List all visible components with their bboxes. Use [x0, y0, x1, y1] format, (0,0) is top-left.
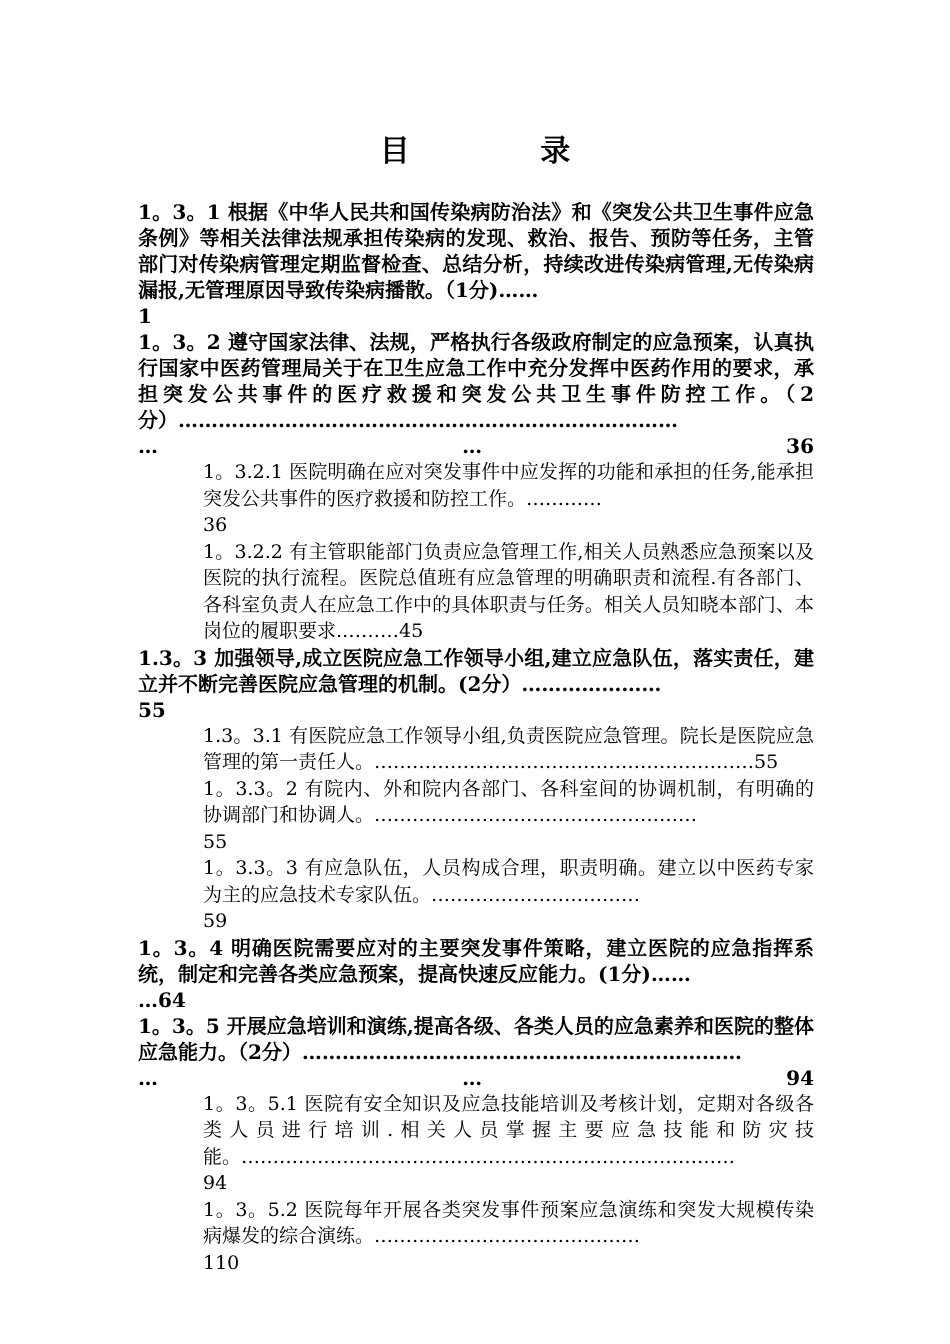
toc-entry-page: 36: [203, 514, 228, 536]
toc-entry[interactable]: [138, 855, 814, 935]
toc-entry[interactable]: [138, 645, 814, 723]
toc-entry[interactable]: [138, 329, 814, 459]
toc-entry-text: 1。3.2.2 有主管职能部门负责应急管理工作,相关人员熟悉应急预案以及医院的执行流程。医院总值班有应急管理的明确职责和流程.有各部门、各科室负责人在应急工作中的具体职责与任务。相关人员知晓本部门、本岗位的履职要求.………45: [203, 540, 814, 642]
table-of-contents: [138, 199, 814, 1276]
toc-entry-text: 1。3。5.1 医院有安全知识及应急技能培训及考核计划，定期对各级各类人员进行培训.相关人员掌握主要应急技能和防灾技能。……………………………………………………………………: [203, 1092, 814, 1168]
toc-entry-text: 1。3。5.2 医院每年开展各类突发事件预案应急演练和突发大规模传染病爆发的综合演练。……………………………………: [203, 1198, 814, 1247]
toc-entry-page: 94: [203, 1172, 228, 1194]
toc-entry[interactable]: [138, 1013, 814, 1091]
toc-entry[interactable]: [138, 935, 814, 1013]
page-title: 目 录: [379, 134, 631, 169]
toc-entry-page: 1: [138, 304, 152, 328]
toc-entry-text: 1。3.3。3 有应急队伍，人员构成合理，职责明确。建立以中医药专家为主的应急技术专家队伍。……………………………: [203, 857, 814, 906]
toc-entry-page: …64: [138, 987, 186, 1012]
toc-entry[interactable]: [138, 776, 814, 856]
toc-entry-text: 1。3.2.1 医院明确在应对突发事件中应发挥的功能和承担的任务,能承担突发公共事件的医疗救援和防控工作。…………: [203, 461, 814, 510]
toc-entry-text: 1.3。3 加强领导,成立医院应急工作领导小组,建立应急队伍，落实责任，建立并不断完善医院应急管理的机制。(2分）…………………: [138, 645, 814, 696]
toc-entry-text: 1.3。3.1 有医院应急工作领导小组,负责医院应急管理。院长是医院应急管理的第一责任人。……………………………………………………55: [203, 724, 814, 773]
toc-entry-text: 1。3。1 根据《中华人民共和国传染病防治法》和《突发公共卫生事件应急条例》等相关法律法规承担传染病的发现、救治、报告、预防等任务，主管部门对传染病管理定期监督检查、总结分析，持续改进传染病管理,无传染病漏报,无管理原因导致传染病播散。（1分)……: [138, 200, 814, 302]
toc-entry[interactable]: [138, 1091, 814, 1197]
toc-entry[interactable]: [138, 459, 814, 539]
toc-entry-page: 55: [138, 697, 166, 722]
toc-entry-page: … … 94: [138, 1065, 814, 1090]
toc-entry-text: 1。3。5 开展应急培训和演练,提高各级、各类人员的应急素养和医院的整体应急能力。（2分）…………………………………………………………: [138, 1013, 814, 1064]
toc-entry[interactable]: [138, 199, 814, 329]
toc-entry[interactable]: [138, 723, 814, 776]
toc-entry-page: … … 36: [138, 434, 814, 458]
toc-entry-page: 59: [203, 910, 228, 932]
toc-entry-page: 55: [203, 830, 228, 853]
toc-entry[interactable]: [138, 1197, 814, 1277]
toc-entry-page: 110: [203, 1251, 240, 1274]
toc-entry-text: 1。3.3。2 有院内、外和院内各部门、各科室间的协调机制，有明确的协调部门和协调人。……………………………………………: [203, 777, 814, 826]
toc-entry[interactable]: [138, 539, 814, 645]
toc-entry-text: 1。3。4 明确医院需要应对的主要突发事件策略，建立医院的应急指挥系统，制定和完善各类应急预案，提高快速反应能力。(1分)……: [138, 935, 814, 986]
toc-entry-text: 1。3。2 遵守国家法律、法规，严格执行各级政府制定的应急预案，认真执行国家中医药管理局关于在卫生应急工作中充分发挥中医药作用的要求，承担突发公共事件的医疗救援和突发公共卫生事件防控工作。（2分）…………………………………………………………………: [138, 330, 814, 432]
